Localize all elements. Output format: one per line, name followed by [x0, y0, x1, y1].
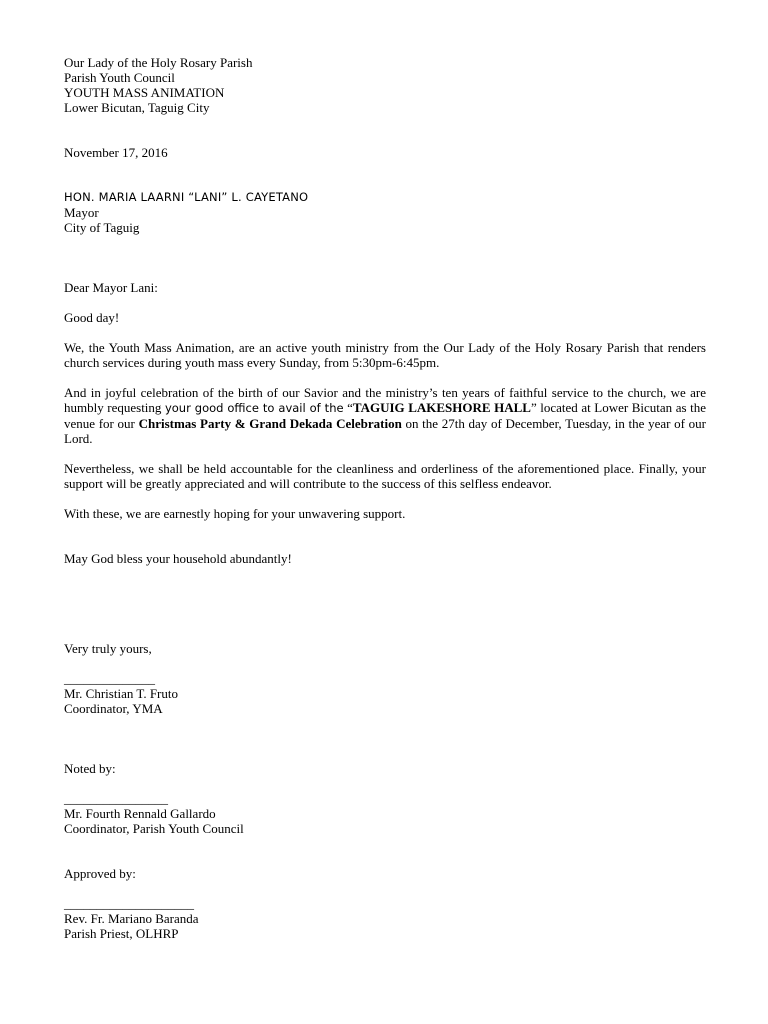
signatory-1-name: Mr. Christian T. Fruto: [64, 686, 178, 701]
signatory-1-title: Coordinator, YMA: [64, 701, 163, 716]
letter-date: November 17, 2016: [64, 145, 168, 160]
salutation: Dear Mayor Lani:: [64, 280, 158, 295]
signature-line-3: ____________________: [64, 896, 194, 911]
signature-block-3: [64, 896, 706, 941]
closing: Very truly yours,: [64, 641, 152, 656]
event-name: Christmas Party & Grand Dekada Celebration: [138, 416, 402, 431]
signature-line-2: ________________: [64, 791, 168, 806]
paragraph-accountability: Nevertheless, we shall be held accountable for the cleanliness and orderliness of the aforementioned place. Finally, your support will be greatly appreciated and will contribute to the success of this selfless endeavor.: [64, 461, 706, 491]
request-text-e: on the 27th day of December, Tuesday, in the year of our Lord.: [64, 416, 706, 446]
noted-by-label: Noted by:: [64, 761, 116, 776]
signature-block-1: [64, 671, 706, 716]
signature-line-1: ______________: [64, 671, 155, 686]
blessing: May God bless your household abundantly!: [64, 551, 292, 566]
signatory-2-title: Coordinator, Parish Youth Council: [64, 821, 244, 836]
letter-body: [64, 55, 706, 941]
paragraph-intro: We, the Youth Mass Animation, are an active youth ministry from the Our Lady of the Holy Rosary Parish that renders church services during youth mass every Sunday, from 5:30pm-6:45pm.: [64, 340, 706, 370]
signature-block-2: [64, 791, 706, 836]
signatory-3-title: Parish Priest, OLHRP: [64, 926, 179, 941]
recipient-title: Mayor: [64, 205, 99, 220]
sender-block: [64, 55, 706, 115]
signatory-2-name: Mr. Fourth Rennald Gallardo: [64, 806, 216, 821]
recipient-org: City of Taguig: [64, 220, 140, 235]
sender-address: Lower Bicutan, Taguig City: [64, 100, 210, 115]
request-text-a: And in joyful celebration of the birth of our Savior and the ministry’s ten years of faithful service to the church, we are humbly requesting: [64, 385, 706, 415]
request-text-c: “: [343, 400, 353, 415]
approved-by-label: Approved by:: [64, 866, 136, 881]
greeting: Good day!: [64, 310, 120, 325]
recipient-block: [64, 190, 706, 235]
sender-ministry: YOUTH MASS ANIMATION: [64, 85, 225, 100]
signatory-3-name: Rev. Fr. Mariano Baranda: [64, 911, 199, 926]
request-text-d: ” located at Lower Bicutan as the venue for our: [64, 400, 706, 431]
paragraph-support: With these, we are earnestly hoping for your unwavering support.: [64, 506, 406, 521]
venue-name: TAGUIG LAKESHORE HALL: [352, 400, 531, 415]
recipient-name: HON. MARIA LAARNI “LANI” L. CAYETANO: [64, 190, 309, 204]
sender-parish: Our Lady of the Holy Rosary Parish: [64, 55, 253, 70]
request-text-b: your good office to avail of the: [164, 401, 344, 415]
paragraph-request: [64, 385, 706, 446]
sender-council: Parish Youth Council: [64, 70, 175, 85]
